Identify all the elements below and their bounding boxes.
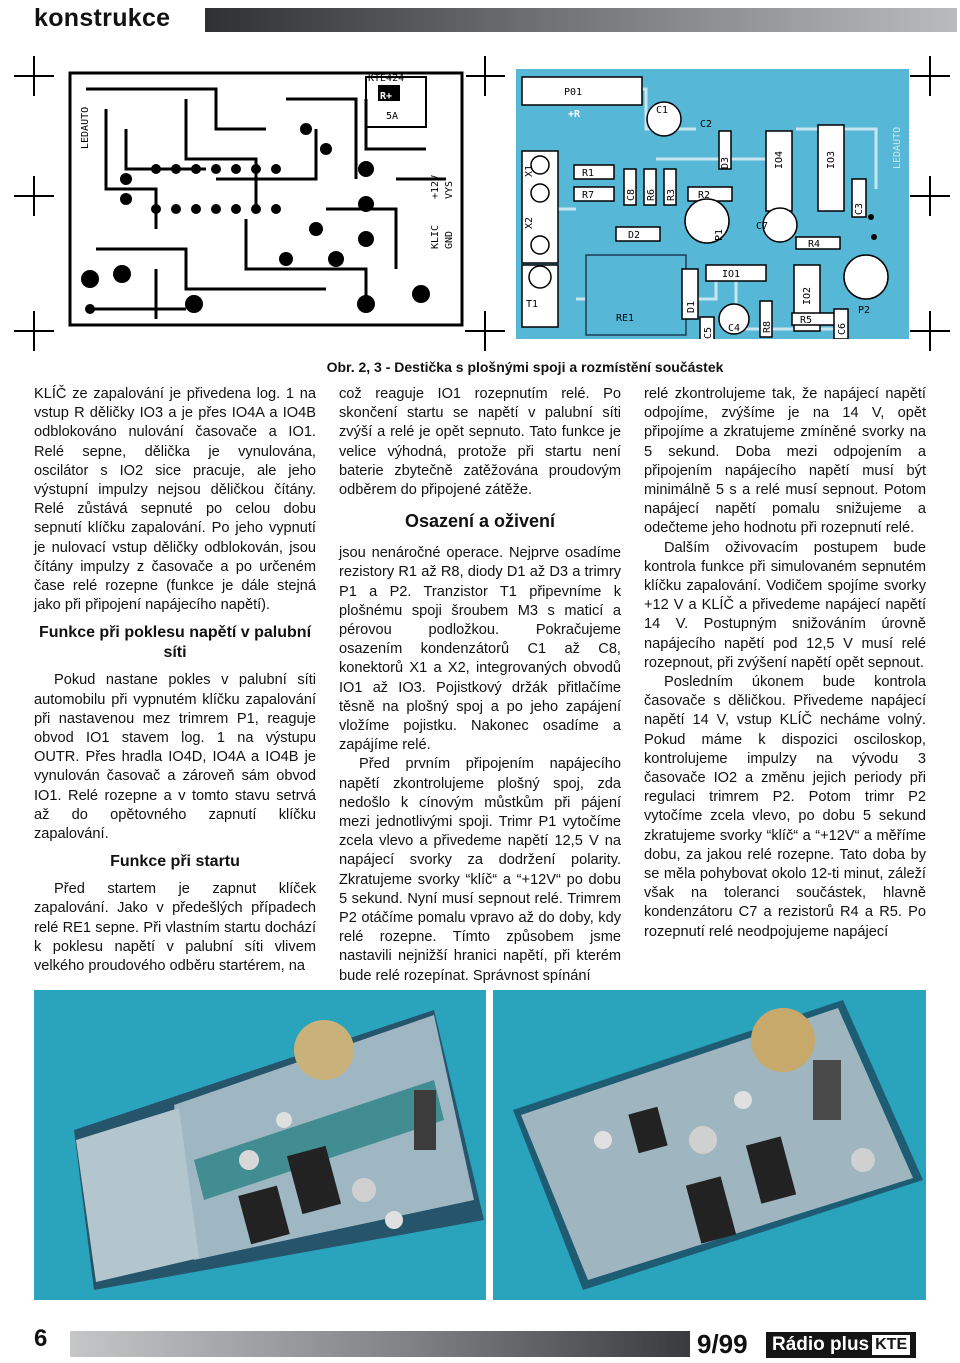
pcb-right-label-x2: X2 xyxy=(524,216,535,229)
section-heading-start: Funkce při startu xyxy=(110,853,240,871)
pcb-right-label-po1: P01 xyxy=(564,87,583,98)
pcb-right-label-r8: R8 xyxy=(762,320,773,333)
header-bar xyxy=(205,8,957,32)
pcb-right-label-c1: C1 xyxy=(656,105,669,116)
pcb-right-label-c2: C2 xyxy=(700,119,713,130)
pcb-left-label-gnd: GND xyxy=(444,230,455,249)
brand-name: Rádio plus xyxy=(772,1334,870,1355)
pcb-right-label-d2: D2 xyxy=(628,230,641,241)
pcb-right-label-r7: R7 xyxy=(582,190,595,201)
page-number: 6 xyxy=(34,1325,48,1352)
pcb-right-label-rplus: +R xyxy=(568,109,581,120)
pcb-right-label-p1: P1 xyxy=(714,228,725,241)
pcb-right-label-io3: IO3 xyxy=(826,150,837,169)
text-column-2 xyxy=(339,385,621,986)
pcb-right-label-c3: C3 xyxy=(854,202,865,215)
pcb-left-label-rplus: R+ xyxy=(380,91,393,102)
paragraph: jsou nenáročné operace. Nejprve osadíme rezistory R1 až R8, diody D1 až D3 a trimry P1 a P2. Tranzistor T1 připevníme k plošnému spoji šroubem M3 s maticí a pérovou podložkou. Pokračujeme osazením kondenzátorů C1 až C8, konektorů X1 a X2, integrovaných obvodů IO1 až IO3. Pojistkový držák přitlačíme těsně na plošný spoj a po jeho zapájení vložíme pojistku. Nakonec osadíme a zapájíme relé. xyxy=(339,545,621,754)
paragraph: Před startem je zapnut klíček zapalování. Jako v předešlých případech relé RE1 sepne. Při vlastním startu dochází k poklesu napětí v palubní síti vlivem velkého proudového odběru startérem, na xyxy=(34,881,316,975)
paragraph: Dalším oživovacím postupem bude kontrola funkce při simulovaném sepnutém klíčku zapalování. Vodičem spojíme svorky +12 V a KLÍČ a přivedeme napájecí napětí 14 V. Postupným snižováním úrovně napájecího napětí pod 12,5 V musí relé rozepnout, při zvýšení napětí opět sepnout. xyxy=(644,539,926,671)
pcb-right-label-d1: D1 xyxy=(686,300,697,313)
pcb-right-label-c8: C8 xyxy=(626,188,637,201)
pcb-right-label-r1: R1 xyxy=(582,168,595,179)
pcb-right-label-x1: X1 xyxy=(524,164,535,177)
footer-bar xyxy=(70,1331,690,1357)
pcb-left-label-vys: VYS xyxy=(444,180,455,199)
paragraph: Posledním úkonem bude kontrola časovače s děličkou. Přivedeme napájecí napětí 14 V, vstup KLÍČ necháme volný. Pokud máme k dispozici osciloskop, kontrolujeme impulzy na vývodu 3 časovače IO2 a změnu jejich periody při regulaci trimrem P2. Potom trimr P2 vytočíme zcela vlevo, po dobu 5 sekund zkratujeme svorky “klíč“ a “+12V“ a měříme dobu, za jakou relé rozepne. Tato doba by se měla pohybovat okolo 12-ti minut, záleží však na toleranci součástek, hlavně kondenzátoru C7 a rezistorů R4 a R5. Po rozepnutí relé neodpojujeme napájecí xyxy=(644,674,926,940)
paragraph: KLÍČ ze zapalování je přivedena log. 1 na vstup R děličky IO3 a je přes IO4A a IO4B odblokováno nulování časovače a IO1. Relé sepne, dělička je vynulována, oscilátor s IO2 sice pracuje, ale jeho výstupní impulzy nejsou děličkou čítány. Relé zůstává sepnuté po celou dobu sepnutí klíčku zapalování. Po jeho vypnutí je nulovací vstup děličky odblokován, jsou čítány impulzy z časovače a po určeném čase relé rozepne (funkce je dále stejná jako při připojení napájecího napětí). xyxy=(34,386,316,614)
pcb-right-label-re1: RE1 xyxy=(616,313,635,324)
pcb-left-label-ledauto: LEDAUTO xyxy=(80,106,91,149)
text-column-3 xyxy=(644,385,926,942)
issue-number: 9/99 xyxy=(697,1329,748,1359)
pcb-left-label-klic: KLIC xyxy=(430,224,441,249)
paragraph: Před prvním připojením napájecího napětí zkontrolujeme plošný spoj, zda nedošlo k cínovým můstkům při pájení mezi jednotlivými spoji. Trimr P1 vytočíme zcela vlevo a přivedeme napětí 12,5 V na napájecí svorky za dodržení polarity. Zkratujeme svorky “klíč“ a “+12V“ po dobu 5 sekund. Nyní musí sepnout relé. Trimrem P2 otáčíme pomalu vpravo až do doby, kdy relé rozepne. Tímto způsobem jsme nastavili nejnižší hranici napětí, při kterém bude relé rozepínat. Správnost spínání xyxy=(339,756,621,984)
pcb-right-label-r6: R6 xyxy=(646,188,657,201)
pcb-right-label-r5: R5 xyxy=(800,315,813,326)
pcb-right-label-c5: C5 xyxy=(703,326,714,339)
figure-caption-text: Obr. 2, 3 - Destička s plošnými spoji a rozmístění součástek xyxy=(326,359,724,375)
pcb-right-label-c6: C6 xyxy=(837,322,848,335)
pcb-right-label-ledauto: LEDAUTO xyxy=(892,126,903,169)
paragraph: relé zkontrolujeme tak, že napájecí napětí odpojíme, zvýšíme je na 14 V, opět připojíme a zkratujeme zmíněné svorky na 5 sekund. Doba mezi odpojením a připojením napájecího napětí musí být minimálně 5 s a relé musí sepnout. Potom napájecí napětí pomalu snižujeme a odečteme jeho hodnotu při rozepnutí relé. xyxy=(644,386,926,537)
section-heading-voltage-drop: Funkce při poklesu napětí v palubní síti xyxy=(38,624,312,662)
figure-caption xyxy=(0,359,960,375)
pcb-right-label-io4: IO4 xyxy=(774,150,785,169)
pcb-left-label-kte: KTE424 xyxy=(368,73,405,84)
pcb-right-label-c7: C7 xyxy=(756,221,769,232)
photo-device-in-box xyxy=(34,990,486,1300)
pcb-figure xyxy=(0,36,960,361)
pcb-right-label-r2: R2 xyxy=(698,190,711,201)
pcb-copper-layout xyxy=(66,69,466,329)
pcb-right-label-io2: IO2 xyxy=(802,286,813,305)
brand-logo xyxy=(766,1332,916,1358)
pcb-component-layout xyxy=(516,69,909,339)
pcb-right-label-c4: C4 xyxy=(728,323,741,334)
paragraph: což reaguje IO1 rozepnutím relé. Po skončení startu se napětí v palubní síti zvýší a relé je opět sepnuto. Tato funkce je velice výhodná, protože při startu není baterie zbytečně zatěžována proudovým odběrem do připojené zátěže. xyxy=(339,386,621,499)
pcb-right-label-p2: P2 xyxy=(858,305,871,316)
pcb-right-label-r4: R4 xyxy=(808,239,821,250)
pcb-left-label-12v: +12V xyxy=(430,174,441,199)
section-heading-assembly: Osazení a oživení xyxy=(404,511,556,532)
pcb-left-label-fuse: 5A xyxy=(386,111,399,122)
pcb-right-label-d3: D3 xyxy=(720,156,731,169)
kte-logo: KTE xyxy=(872,1335,910,1355)
text-column-1 xyxy=(34,385,316,976)
photo-assembled-board xyxy=(493,990,926,1300)
pcb-right-label-r3: R3 xyxy=(666,188,677,201)
paragraph: Pokud nastane pokles v palubní síti automobilu při vypnutém klíčku zapalování při nastavenou mez trimrem P1, reaguje obvod IO1 stavem log. 1 na výstupu OUTR. Přes hradla IO4D, IO4A a IO4B je vynulován časovač a zároveň sám obvod IO1. Relé rozepne a v tomto stavu setrvá až do opětovného zapnutí klíčku zapalování. xyxy=(34,672,316,843)
pcb-right-label-io1: IO1 xyxy=(722,269,741,280)
pcb-right-label-t1: T1 xyxy=(526,299,539,310)
section-title: konstrukce xyxy=(34,4,171,32)
